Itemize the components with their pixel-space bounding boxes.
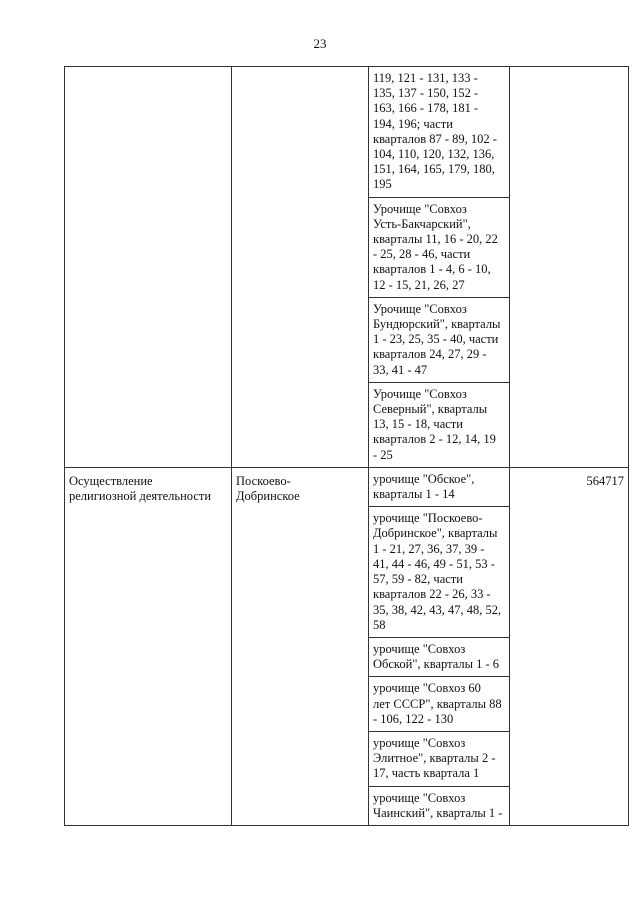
tract-text: Урочище "Совхоз Северный", кварталы 13, 15 - 18, части кварталов 2 - 12, 14, 19 - 25: [373, 386, 496, 462]
tract-text: урочище "Совхоз Обской", кварталы 1 - 6: [373, 641, 500, 672]
district-cell: [232, 67, 369, 468]
tract-entry: [369, 732, 509, 787]
tract-text: Урочище "Совхоз Бундюрский", кварталы 1 - 23, 25, 35 - 40, части кварталов 24, 27, 29 - 33, 41 - 47: [373, 301, 501, 377]
tract-text: урочище "Совхоз 60 лет СССР", кварталы 88 - 106, 122 - 130: [373, 681, 502, 726]
tract-text: урочище "Совхоз Чаинский", кварталы 1 -: [373, 790, 503, 820]
activity-type-cell: [65, 67, 232, 468]
forest-use-table: [64, 66, 629, 826]
tract-entry: [369, 638, 509, 677]
tract-entry: [369, 198, 509, 298]
tract-entry: [369, 468, 509, 507]
district-cell: Поскоево- Добринское: [232, 467, 369, 825]
tract-text: урочище "Обское", кварталы 1 - 14: [373, 471, 475, 502]
tract-text: Урочище "Совхоз Усть-Бакчарский", кварталы 11, 16 - 20, 22 - 25, 28 - 46, части кварталов 1 - 4, 6 - 10, 12 - 15, 21, 26, 27: [373, 201, 498, 292]
tract-text: 119, 121 - 131, 133 - 135, 137 - 150, 152 - 163, 166 - 178, 181 - 194, 196; части кварталов 87 - 89, 102 - 104, 110, 120, 132, 136, 151, 164, 165, 179, 180, 195: [373, 71, 497, 192]
table-row: [65, 467, 629, 825]
tract-entry: [369, 67, 509, 198]
page-number: 23: [313, 36, 327, 51]
tract-text: урочище "Совхоз Элитное", кварталы 2 - 17, часть квартала 1: [373, 735, 496, 781]
tract-entry: [369, 507, 509, 638]
tract-text: урочище "Поскоево- Добринское", кварталы 1 - 21, 27, 36, 37, 39 - 41, 44 - 46, 49 - 51, 53 - 57, 59 - 82, части кварталов 22 - 26, 33 - 35, 38, 42, 43, 47, 48, 52, 58: [373, 511, 502, 632]
table-row: [65, 67, 629, 468]
tract-entry: [369, 787, 509, 825]
tract-entry: [369, 677, 509, 732]
tracts-cell: [369, 67, 510, 468]
tract-entry: [369, 383, 509, 467]
tract-entry: [369, 298, 509, 383]
area-value-cell: 564717: [510, 467, 629, 825]
area-value-cell: [510, 67, 629, 468]
activity-type-cell: Осуществление религиозной деятельности: [65, 467, 232, 825]
tracts-cell: [369, 467, 510, 825]
